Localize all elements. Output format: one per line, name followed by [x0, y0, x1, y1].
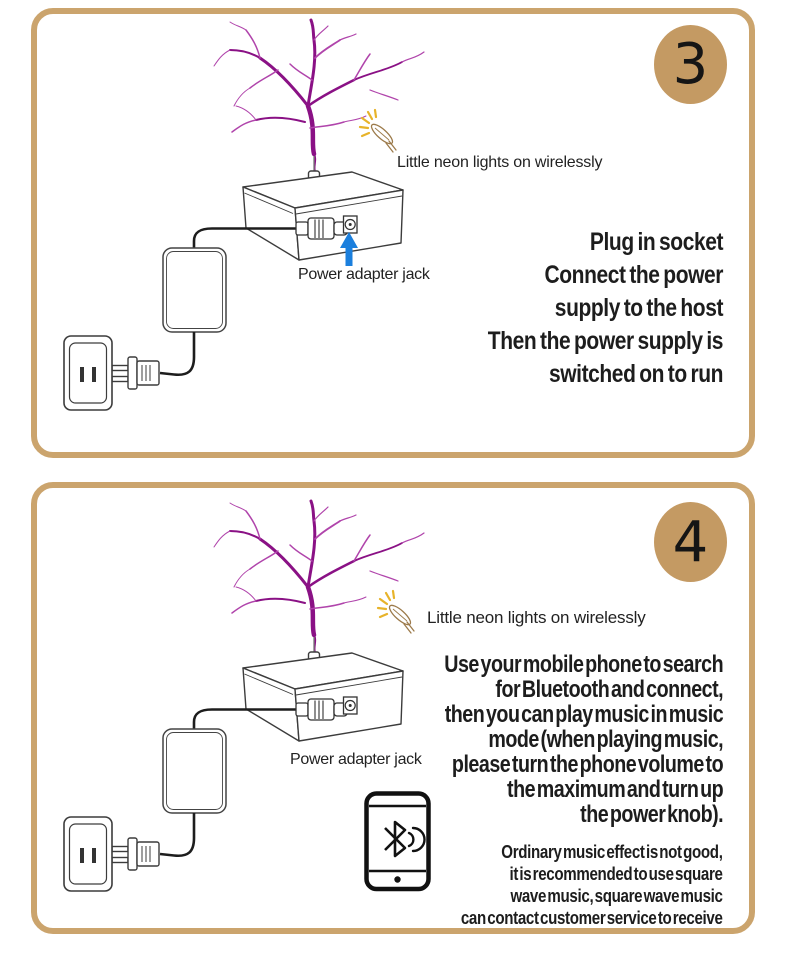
instruction-line: supply to the host: [554, 294, 723, 322]
instruction-line: Then the power supply is: [487, 327, 723, 355]
step-panel-4: [31, 482, 755, 934]
instruction-line: Use your mobile phone to search: [444, 651, 723, 678]
note-line: Ordinary music effect is not good,: [501, 842, 723, 862]
instruction-line: Plug in socket: [589, 228, 723, 256]
instruction-line: then you can play music in music: [444, 701, 723, 728]
power-adapter-jack-label: Power adapter jack: [298, 266, 430, 283]
step-number: 4: [672, 509, 709, 575]
step-number: 3: [672, 32, 709, 97]
neon-lights-label: Little neon lights on wirelessly: [427, 608, 646, 627]
step3-instructions: [488, 226, 723, 391]
instruction-line: Connect the power: [544, 261, 723, 289]
bluetooth-phone-icon: [367, 794, 429, 890]
note-line: it is recommended to use square: [509, 864, 723, 884]
instruction-line: please turn the phone volume to: [451, 751, 723, 778]
instruction-line: the maximum and turn up: [506, 776, 723, 803]
neon-lights-label: Little neon lights on wirelessly: [397, 154, 603, 171]
note-line: wave music, square wave music: [510, 886, 723, 906]
step-number-badge: [654, 25, 727, 104]
instruction-line: the power knob).: [579, 801, 723, 828]
step4-instructions: [444, 652, 723, 827]
instruction-line: for Bluetooth and connect,: [495, 676, 723, 703]
step-number-badge: [654, 502, 727, 582]
step4-note: [461, 841, 723, 929]
instruction-line: switched on to run: [548, 360, 723, 388]
step-panel-3: [31, 8, 755, 458]
power-adapter-jack-label: Power adapter jack: [290, 751, 422, 768]
instruction-line: mode (when playing music,: [488, 726, 723, 753]
note-line: can contact customer service to receive: [461, 908, 723, 928]
